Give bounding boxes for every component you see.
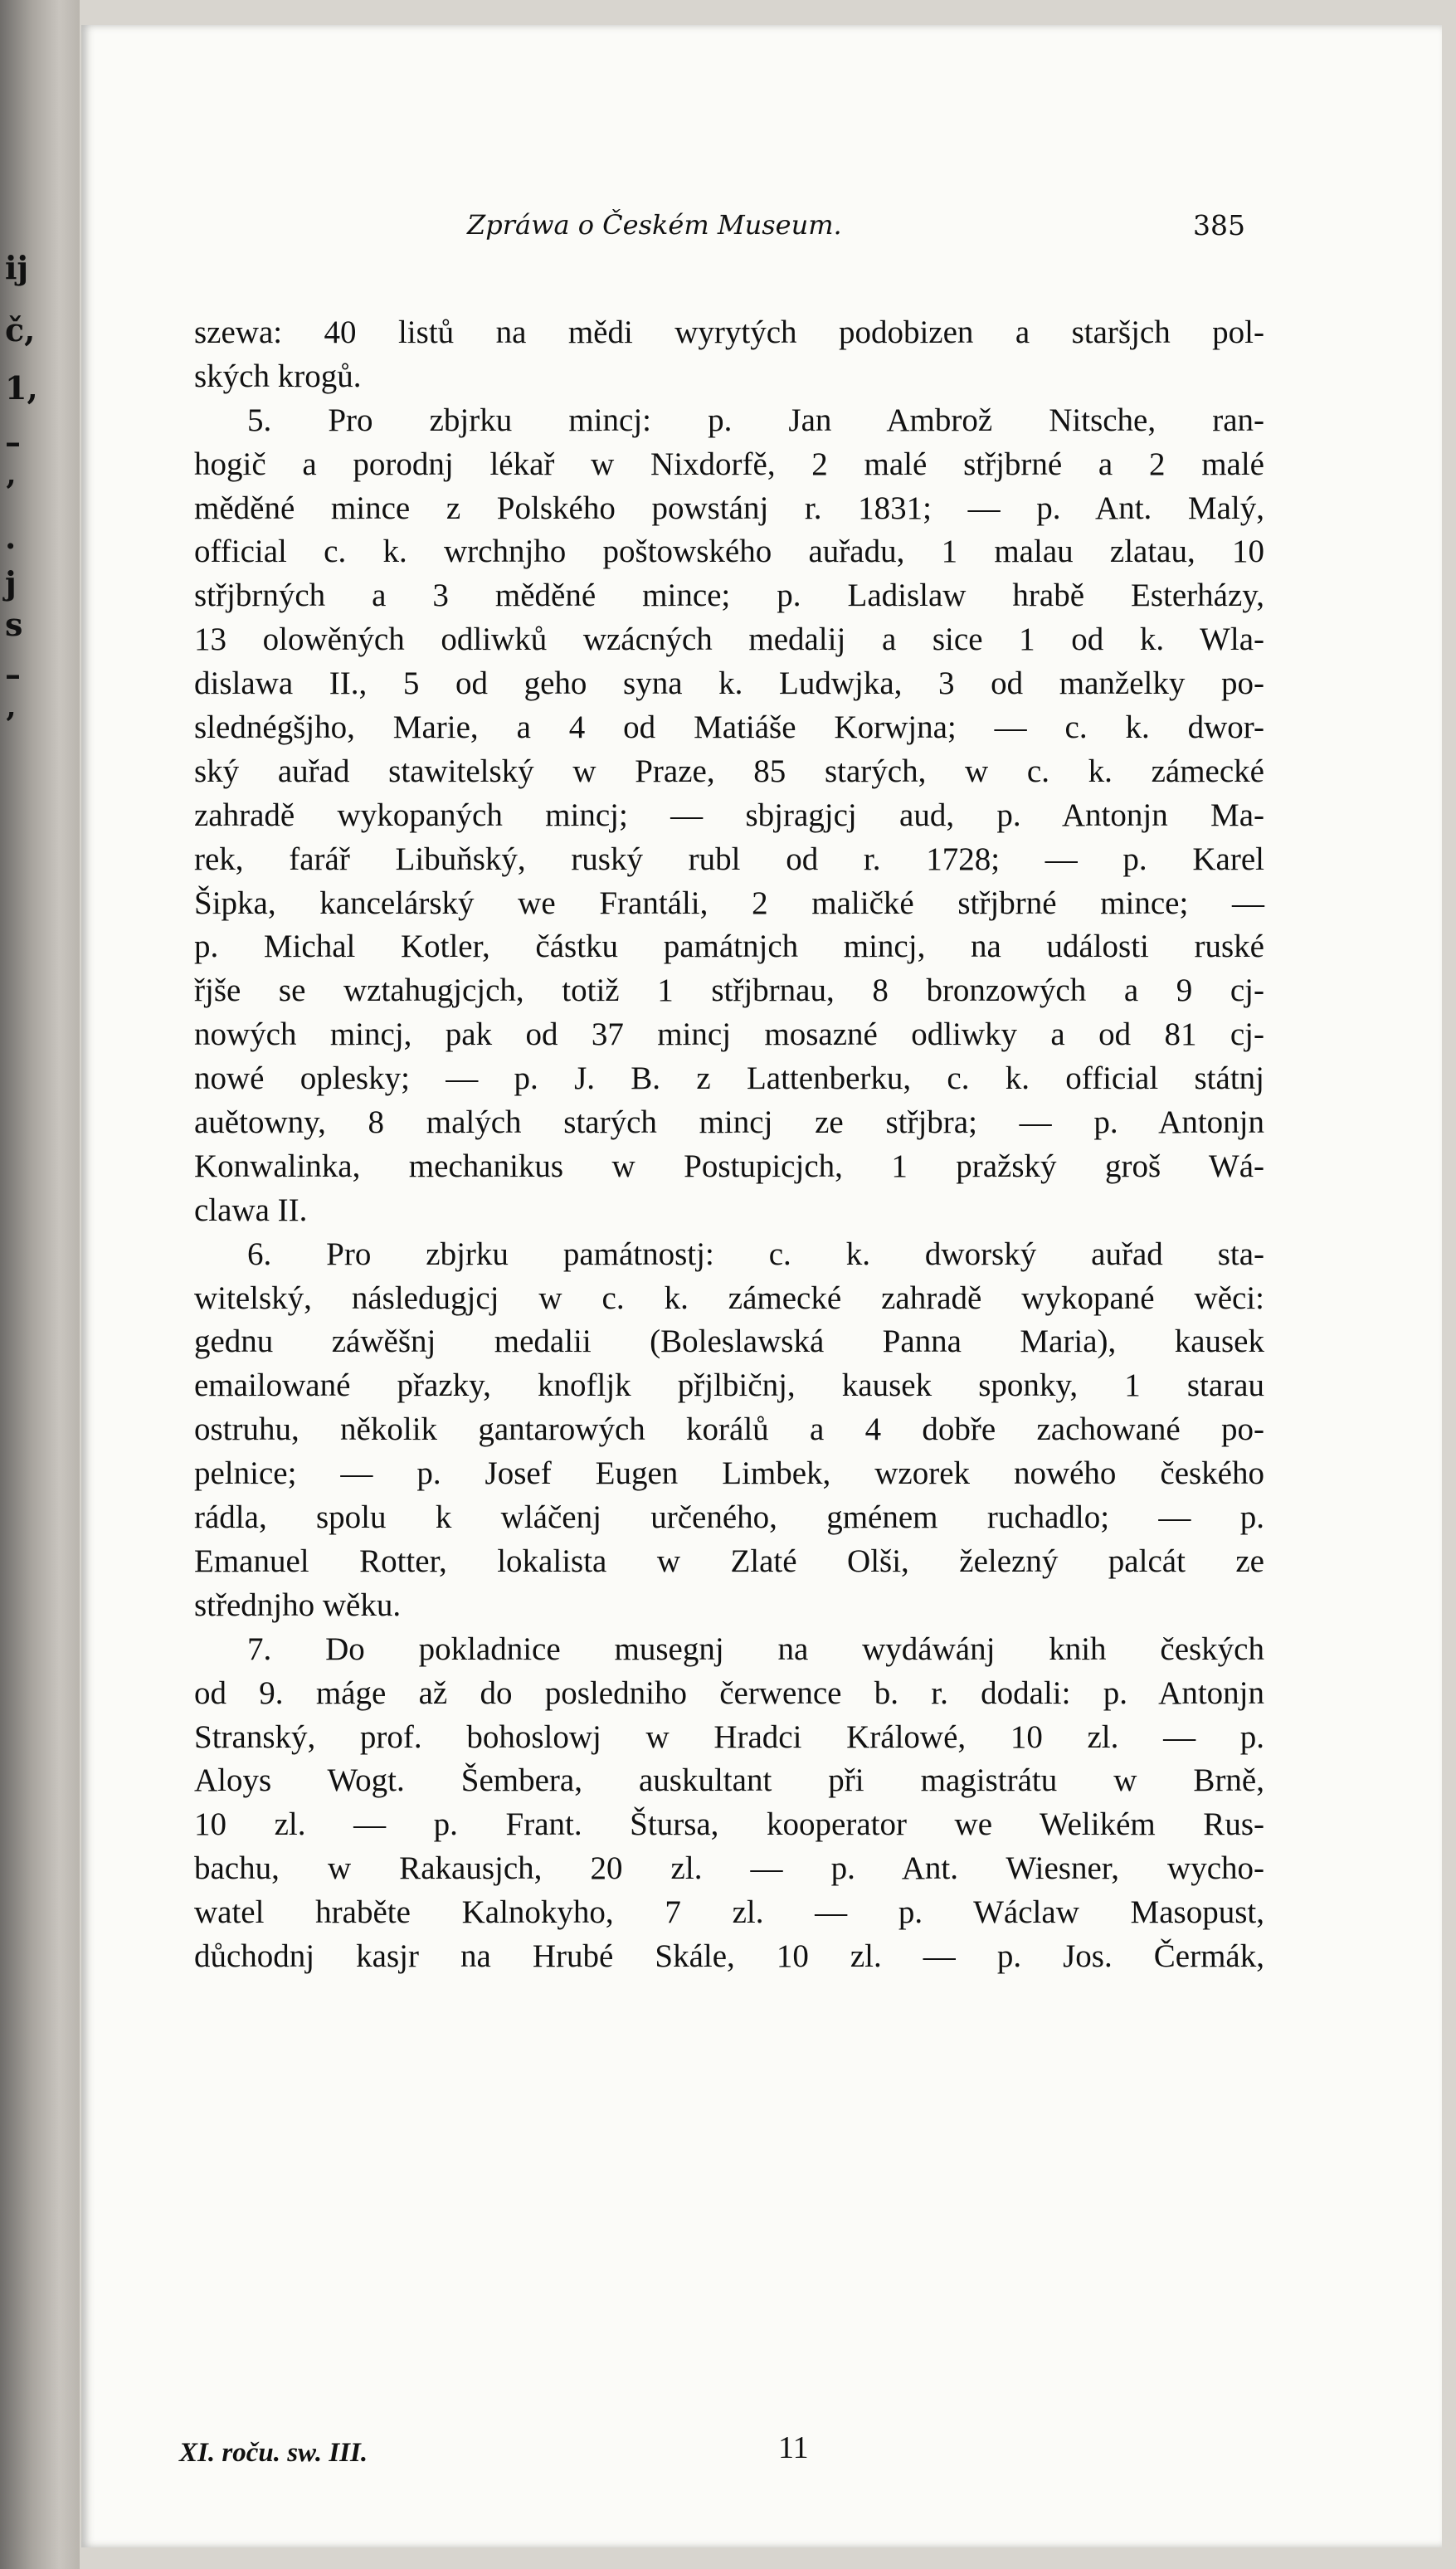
adjacent-page-edge [0,0,80,2569]
text-line: auětowny, 8 malých starých mincj ze střjbra; — p. Antonjn [194,1104,1264,1141]
text-line: bachu, w Rakausjch, 20 zl. — p. Ant. Wiesner, wycho- [194,1850,1264,1887]
text-line: rek, farář Libuňský, ruský rubl od r. 1728; — p. Karel [194,841,1264,877]
margin-mark: s [5,606,23,643]
text-line: 5. Pro zbjrku mincj: p. Jan Ambrož Nitsche, ran- [247,402,1264,438]
text-line: dislawa II., 5 od geho syna k. Ludwjka, 3 od manželky po- [194,665,1264,702]
book-page [81,25,1442,2547]
text-line: důchodnj kasjr na Hrubé Skále, 10 zl. — p. Jos. Čermák, [194,1938,1264,1974]
text-line: clawa II. [194,1192,308,1228]
text-line: p. Michal Kotler, částku památnjch mincj, na události ruské [194,929,1264,965]
text-line: gednu záwěšnj medalii (Boleslawská Panna Maria), kausek [194,1323,1264,1360]
text-line: zahradě wykopaných mincj; — sbjragjcj aud, p. Antonjn Ma- [194,797,1264,833]
text-line: pelnice; — p. Josef Eugen Limbek, wzorek nowého českého [194,1455,1264,1492]
text-line: 10 zl. — p. Frant. Štursa, kooperator we Welikém Rus- [194,1806,1264,1843]
text-line: Emanuel Rotter, lokalista w Zlaté Olši, železný palcát ze [194,1543,1264,1579]
text-line: střednjho wěku. [194,1587,402,1623]
text-line: Šipka, kancelárský we Frantáli, 2 maličké střjbrné mince; — [194,885,1264,921]
text-line: řjše se wztahugjcjch, totiž 1 střjbrnau, 8 bronzowých a 9 cj- [194,973,1264,1009]
text-line: ských krogů. [194,358,362,394]
text-line: střjbrných a 3 měděné mince; p. Ladislaw hrabě Esterházy, [194,578,1264,614]
text-line: 6. Pro zbjrku památnostj: c. k. dworský auřad sta- [247,1236,1264,1272]
text-line: watel hraběte Kalnokyho, 7 zl. — p. Wáclaw Masopust, [194,1894,1264,1931]
margin-mark: č, [5,311,36,349]
body-text [194,311,1264,1979]
margin-mark: – [5,423,21,461]
text-line: nowých mincj, pak od 37 mincj mosazné odliwky a od 81 cj- [194,1016,1264,1053]
text-line: Konwalinka, mechanikus w Postupicjch, 1 pražský groš Wá- [194,1148,1264,1184]
text-line: měděné mince z Polského powstánj r. 1831; — p. Ant. Malý, [194,490,1264,526]
margin-mark: – [5,656,21,693]
margin-mark: ’ [5,473,17,510]
margin-mark: . [5,519,17,556]
margin-mark: ij [5,249,29,286]
sheet-number: 11 [778,2430,809,2465]
text-line: nowé oplesky; — p. J. B. z Lattenberku, c. k. official státnj [194,1060,1264,1097]
text-line: 7. Do pokladnice musegnj na wydáwánj knih českých [247,1631,1264,1667]
margin-mark: ’ [5,705,17,743]
text-line: ostruhu, několik gantarowých korálů a 4 dobře zachowané po- [194,1411,1264,1448]
text-line: 13 olowěných odliwků wzácných medalij a sice 1 od k. Wla- [194,622,1264,658]
running-head: Zpráwa o Českém Museum. [467,209,842,241]
page-header [81,209,1442,259]
text-line: slednégšjho, Marie, a 4 od Matiáše Korwjna; — c. k. dwor- [194,709,1264,746]
text-line: ský auřad stawitelský w Praze, 85 starých, w c. k. zámecké [194,753,1264,789]
text-line: witelský, následugjcj w c. k. zámecké zahradě wykopané wěci: [194,1280,1264,1316]
text-line: Stranský, prof. bohoslowj w Hradci Králowé, 10 zl. — p. [194,1718,1264,1755]
text-line: official c. k. wrchnjho poštowského auřadu, 1 malau zlatau, 10 [194,534,1264,570]
text-line: rádla, spolu k wláčenj určeného, gménem ruchadlo; — p. [194,1499,1264,1536]
margin-mark: 1, [5,369,38,407]
text-line: emailowané přazky, knoflјk přjlbičnj, kausek sponky, 1 starau [194,1367,1264,1404]
margin-mark: j [5,564,17,602]
text-line: hogič a porodnj lékař w Nixdorfě, 2 malé střjbrné a 2 malé [194,446,1264,482]
text-line: szewa: 40 listů na mědi wyrytých podobizen a staršjch pol- [194,314,1264,350]
page-footer [81,2430,1442,2488]
text-line: Aloys Wogt. Šembera, auskultant při magistrátu w Brně, [194,1762,1264,1799]
printer-signature: XI. roču. sw. III. [179,2438,368,2468]
page-number: 385 [1193,209,1245,241]
text-line: od 9. máge až do posledniho čerwence b. r. dodali: p. Antonjn [194,1674,1264,1711]
